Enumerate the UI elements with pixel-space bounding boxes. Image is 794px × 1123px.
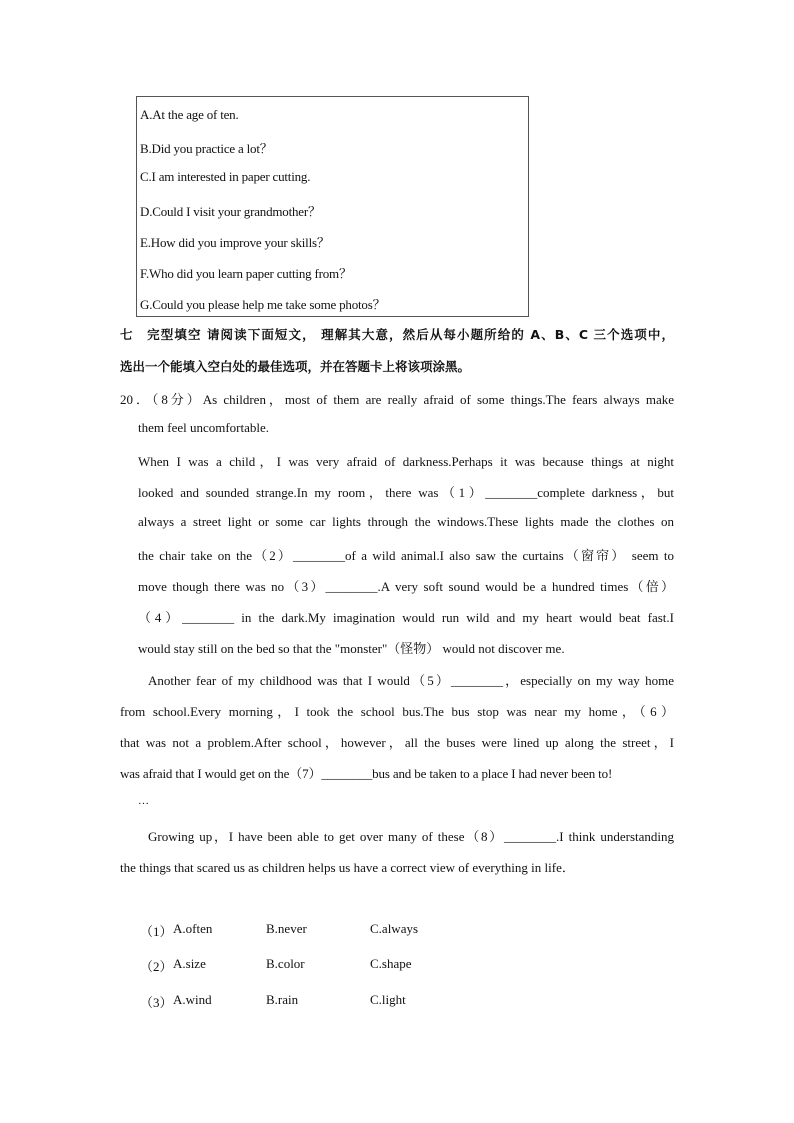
section-7-instruction-line-2: 选出一个能填入空白处的最佳选项，并在答题卡上将该项涂黑。 [120,359,471,374]
choice-b: B.never [266,921,307,936]
passage-line: When I was a child，I was very afraid of darkness.Perhaps it was because things at night [138,454,674,469]
choice-a: A.size [173,956,206,971]
option-c: C.I am interested in paper cutting. [140,169,311,184]
options-box [136,96,529,317]
option-e: E.How did you improve your skills？ [140,235,330,250]
section-7-instruction-line-1: 七 完型填空 请阅读下面短文， 理解其大意，然后从每小题所给的 A、B、C 三个选项中， [120,327,674,342]
passage-line: the things that scared us as children helps us have a correct view of everything in life． [120,860,575,875]
passage-line: from school.Every morning，I took the school bus.The bus stop was near my home，（6） [120,704,674,719]
choice-number: （2） [140,959,173,974]
question-20-line: 20．（8分）As children，most of them are really afraid of some things.The fears always make [120,392,674,407]
option-f: F.Who did you learn paper cutting from？ [140,266,352,281]
choice-c: C.always [370,921,419,936]
choice-b: B.color [266,956,305,971]
passage-line: Another fear of my childhood was that I would（5）________，especially on my way home [148,673,674,688]
option-a: A.At the age of ten. [140,107,239,122]
passage-line: （4）________ in the dark.My imagination would run wild and my heart would beat fast.I [138,610,674,625]
choice-number: （3） [140,995,173,1010]
option-b: B.Did you practice a lot？ [140,141,273,156]
choice-number: （1） [140,924,173,939]
passage-line: that was not a problem.After school，however，all the buses were lined up along the street，I [120,735,674,750]
choice-a: A.wind [173,992,212,1007]
passage-line: the chair take on the（2）________of a wild animal.I also saw the curtains（窗帘） seem to [138,548,674,563]
choice-b: B.rain [266,992,299,1007]
passage-line: always a street light or some car lights through the windows.These lights made the clothes on [138,514,674,529]
passage-line: was afraid that I would get on the（7）________bus and be taken to a place I had never been to! [120,766,613,781]
option-g: G.Could you please help me take some photos？ [140,297,386,312]
choice-c: C.shape [370,956,412,971]
ellipsis: … [138,795,149,807]
passage-line: move though there was no（3）________.A very soft sound would be a hundred times（倍） [138,579,674,594]
choice-c: C.light [370,992,406,1007]
option-d: D.Could I visit your grandmother？ [140,204,321,219]
choice-a: A.often [173,921,213,936]
passage-line: would stay still on the bed so that the "monster"（怪物） would not discover me. [138,641,565,656]
passage-line: them feel uncomfortable. [138,420,270,435]
passage-line: looked and sounded strange.In my room，there was（1）________complete darkness，but [138,485,674,500]
passage-line: Growing up，I have been able to get over many of these（8）________.I think understanding [148,829,674,844]
